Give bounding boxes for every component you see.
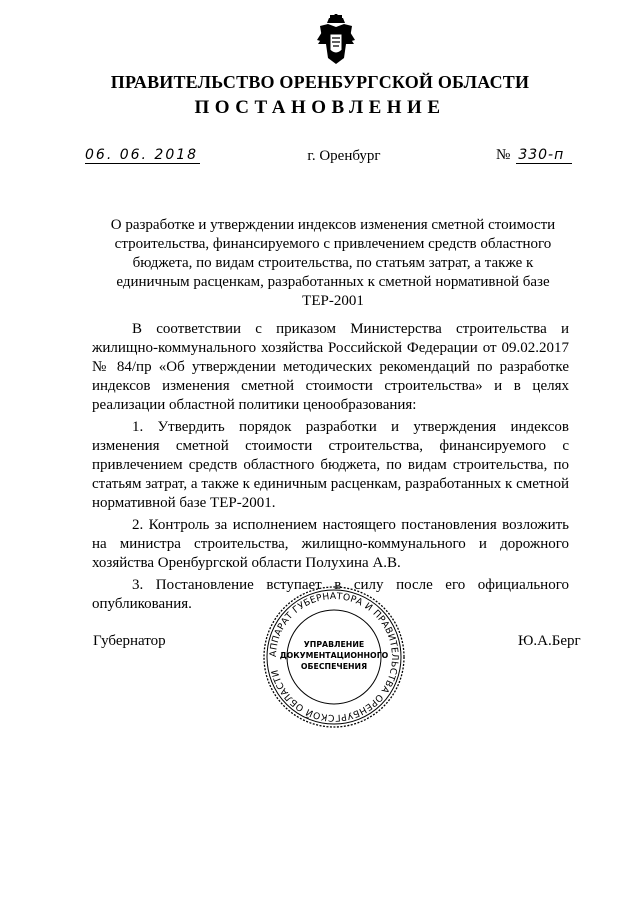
document-number — [496, 147, 572, 164]
document-subject: О разработке и утверждении индексов изменения сметной стоимости строительства, финансируемого с привлечением средств областного бюджета, по видам строительства, по статьям затрат, а также к единичным расценкам, разработанных к сметной нормативной базе ТЕР-2001 — [110, 217, 556, 309]
official-stamp — [262, 585, 406, 729]
point-2: 2. Контроль за исполнением настоящего постановления возложить на министра строительства, жилищно-коммунального и дорожного хозяйства Оренбургской области Полухина А.В. — [92, 517, 569, 571]
point-3: 3. Постановление вступает в силу после его официального опубликования. — [92, 577, 569, 612]
government-title: ПРАВИТЕЛЬСТВО ОРЕНБУРГСКОЙ ОБЛАСТИ — [110, 72, 530, 92]
stamp-line-2: ДОКУМЕНТАЦИОННОГО — [279, 651, 389, 660]
signatory-title: Губернатор — [93, 633, 166, 649]
coat-of-arms-icon — [316, 14, 356, 66]
signatory-name: Ю.А.Берг — [518, 633, 581, 649]
document-city: г. Оренбург — [307, 148, 381, 164]
number-value: 330-п — [516, 147, 572, 164]
document-date: 06. 06. 2018 — [85, 147, 199, 163]
preamble-paragraph: В соответствии с приказом Министерства строительства и жилищно-коммунального хозяйства Российской Федерации от 09.02.2017 № 84/пр «Об утверждении методических рекомендаций по разработке индексов изменения сметной стоимости строительства» и в целях реализации областной политики ценообразования: — [92, 321, 569, 413]
number-sign: № — [496, 147, 511, 163]
document-type: ПОСТАНОВЛЕНИЕ — [194, 97, 446, 118]
stamp-line-3: ОБЕСПЕЧЕНИЯ — [300, 662, 368, 671]
document-body — [92, 320, 569, 614]
point-1: 1. Утвердить порядок разработки и утверждения индексов изменения сметной стоимости строительства, финансируемого с привлечением средств областного бюджета, по видам строительства, по статьям затрат, а также к единичным расценкам, разработанных к сметной нормативной базе ТЕР-2001. — [92, 419, 569, 511]
stamp-ring-text: АППАРАТ ГУБЕРНАТОРА И ПРАВИТЕЛЬСТВА ОРЕНБУРГСКОЙ ОБЛАСТИ — [267, 590, 401, 724]
stamp-line-1: УПРАВЛЕНИЕ — [303, 640, 365, 649]
